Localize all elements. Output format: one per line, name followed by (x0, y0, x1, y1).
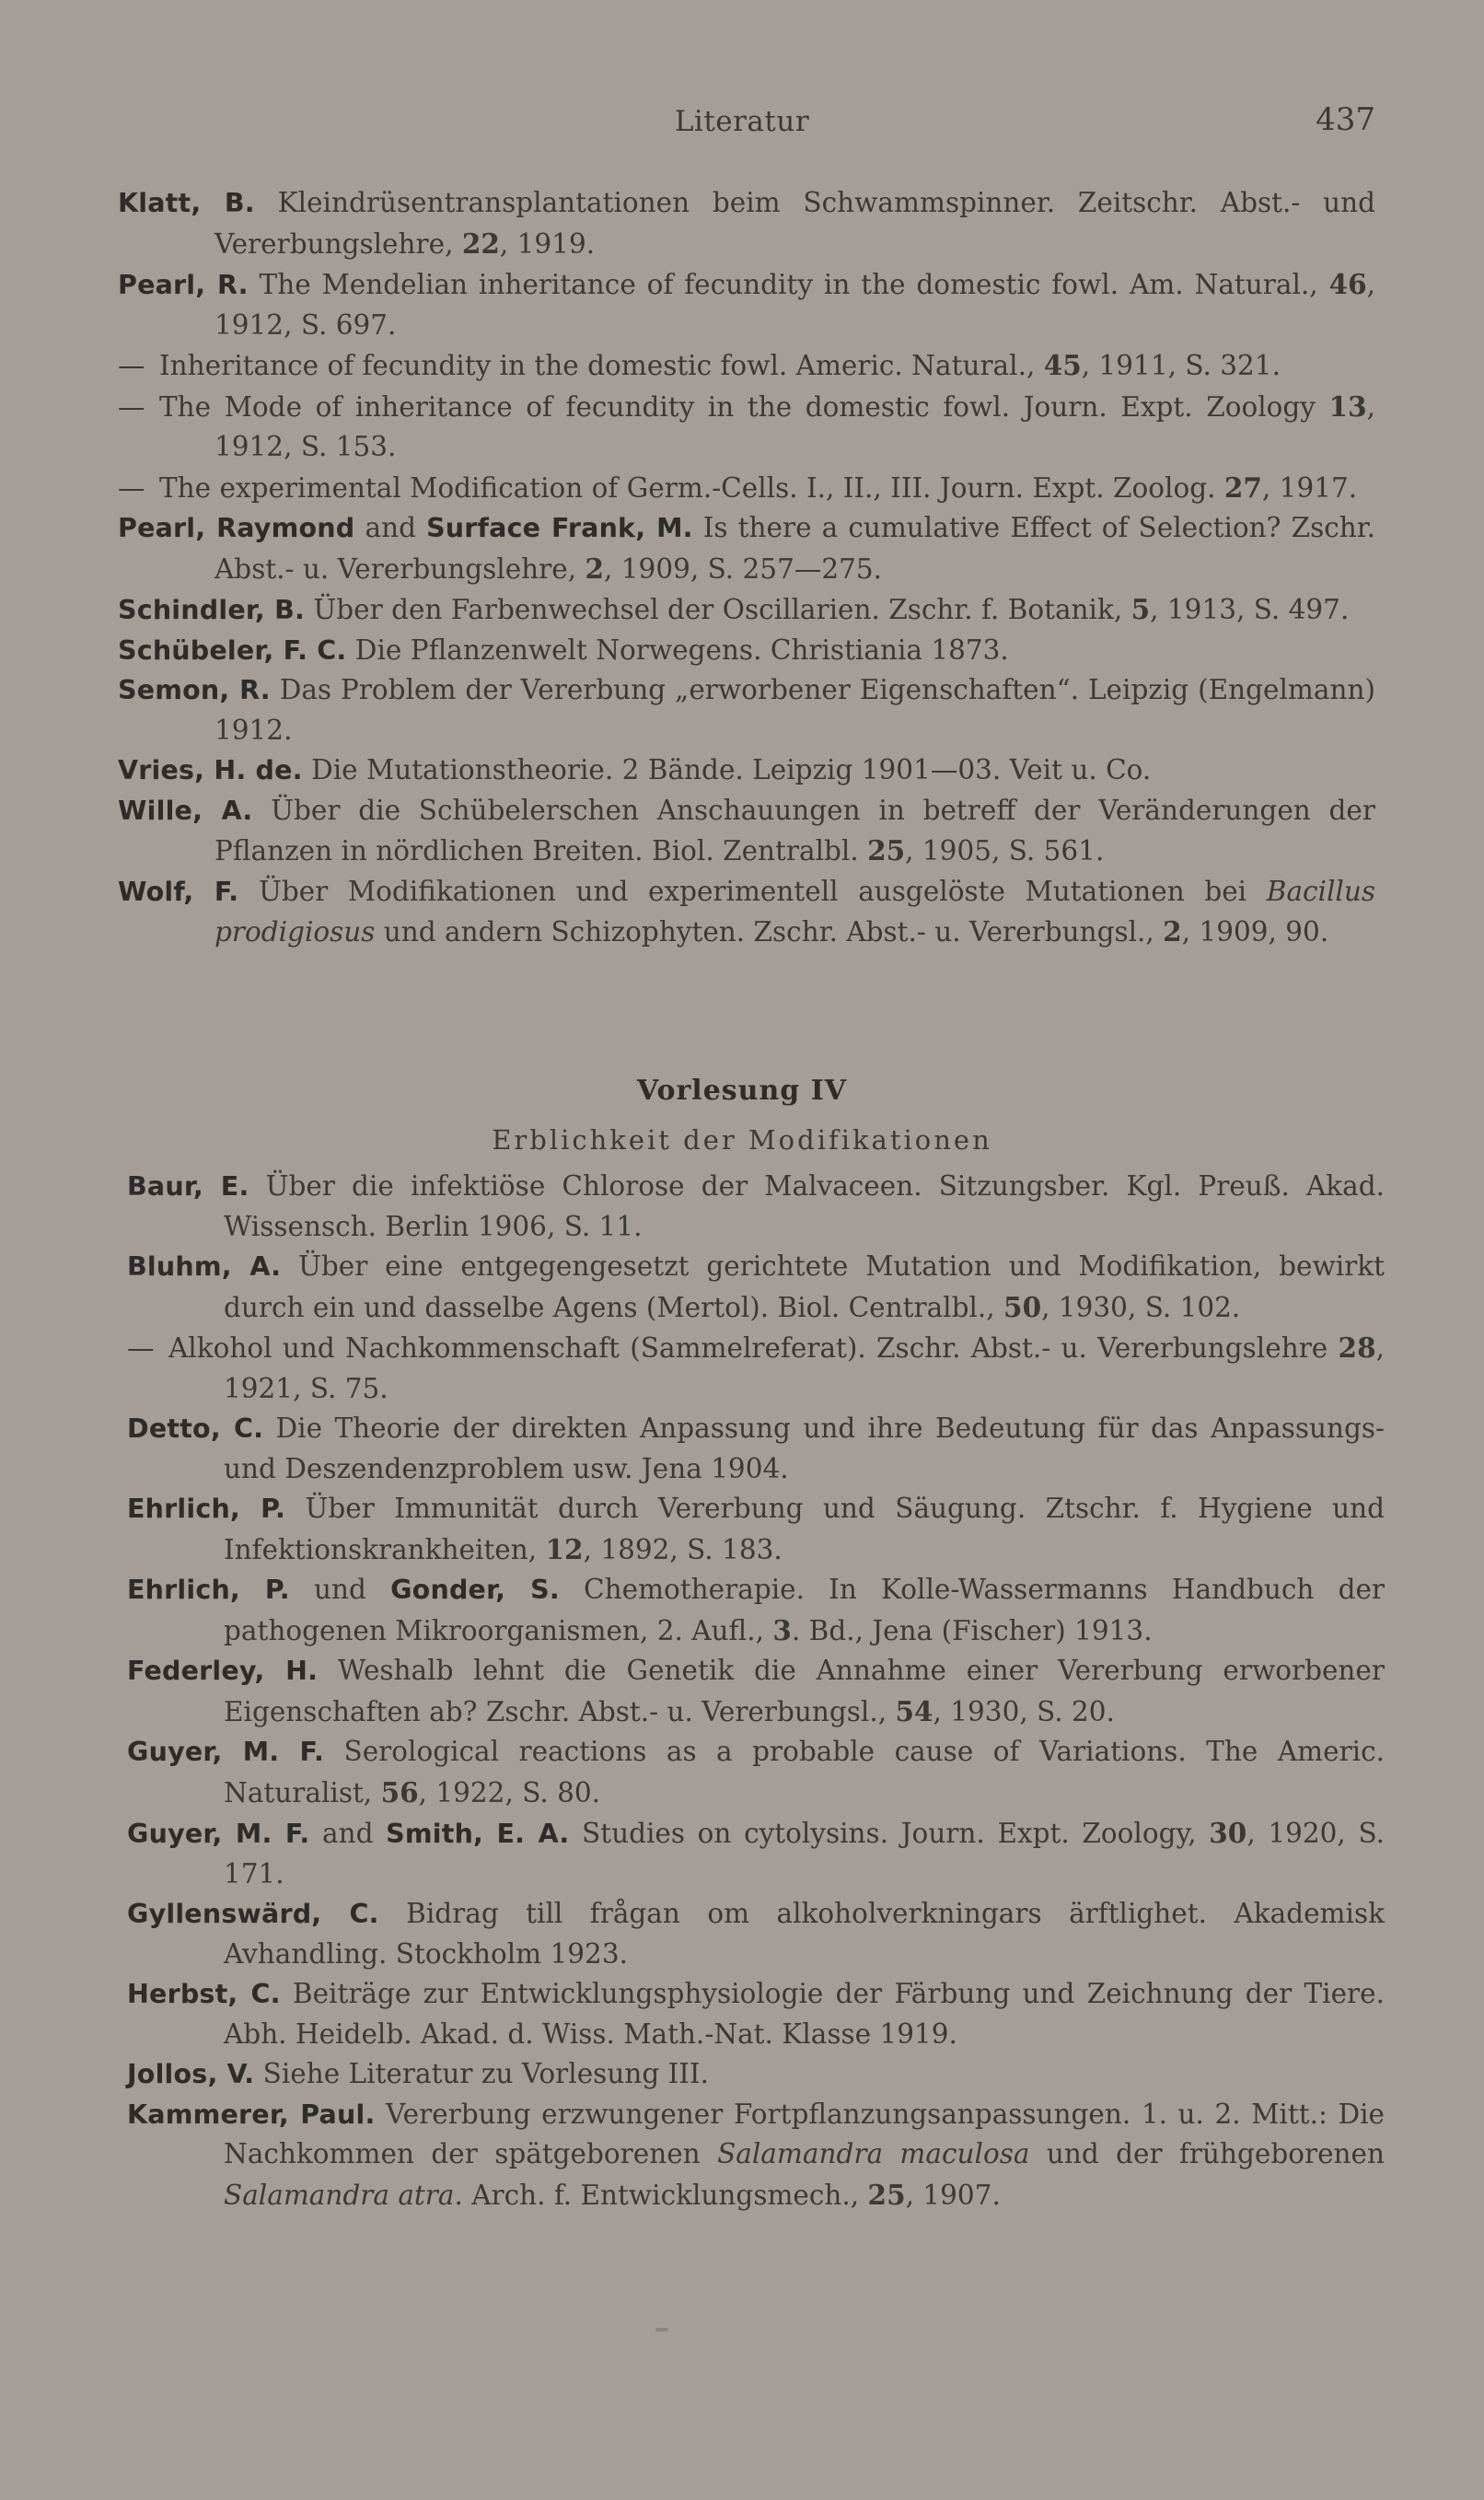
reference-text: Die Pflanzenwelt Norwegens. Christiania 1873. (346, 634, 1009, 666)
volume-number: 2 (585, 552, 605, 585)
reference-text: , 1912, S. 697. (214, 269, 1376, 341)
reference-text: The experimental Modification of Germ.-Cells. I., II., III. Journ. Expt. Zoolog. (159, 471, 1224, 504)
author-name: Pearl, Raymond (118, 513, 355, 543)
reference-entry (127, 1974, 1385, 2054)
reference-text: Kleindrüsentransplantationen beim Schwammspinner. Zeitschr. Abst.- und Vererbungslehre, (214, 187, 1375, 260)
volume-number: 25 (867, 834, 906, 866)
reference-text: Über die infektiöse Chlorose der Malvaceen. Sitzungsber. Kgl. Preuß. Akad. Wissensch. Berlin 1906, S. 11. (224, 1170, 1385, 1242)
volume-number: 30 (1209, 1817, 1247, 1849)
reference-text: Siehe Literatur zu Vorlesung III. (254, 2058, 709, 2089)
reference-text: , 1920, S. 171. (224, 1818, 1385, 1890)
reference-entry (118, 387, 1375, 468)
reference-entry (118, 264, 1375, 345)
species-name: Salamandra maculosa (717, 2138, 1030, 2169)
reference-entry (127, 1489, 1385, 1570)
author-name: Pearl, R. (118, 270, 249, 300)
author-name: Jollos, V. (127, 2059, 255, 2089)
author-name: Gonder, S. (390, 1575, 560, 1605)
reference-text: Inheritance of fecundity in the domestic fowl. Americ. Natural., (159, 350, 1044, 381)
reference-text: Bidrag till frågan om alkoholverkningars ärftlighet. Akademisk Avhandling. Stockholm 1923. (224, 1898, 1385, 1970)
volume-number: 13 (1328, 390, 1367, 423)
author-name: Semon, R. (118, 675, 271, 705)
reference-entry (127, 1813, 1385, 1894)
section-subtitle: Erblichkeit der Modifikationen (492, 1124, 992, 1156)
reference-text: , 1919. (499, 227, 596, 260)
reference-text: , 1913, S. 497. (1150, 594, 1350, 625)
volume-number: 54 (895, 1694, 933, 1727)
author-name: Gyllenswärd, C. (127, 1899, 379, 1929)
reference-text: The Mendelian inheritance of fecundity in the domestic fowl. Am. Natural., (248, 269, 1329, 300)
author-name: Detto, C. (127, 1413, 264, 1444)
reference-text: Die Mutationstheorie. 2 Bände. Leipzig 1901—03. Veit u. Co. (302, 754, 1152, 785)
reference-text: and (354, 512, 427, 543)
reference-text: , 1892, S. 183. (583, 1533, 783, 1565)
reference-text: Über die Schübelerschen Anschauungen in betreff der Veränderungen der Pflanzen in nördlichen Breiten. Biol. Zentralbl. (214, 794, 1375, 866)
author-name: Wille, A. (118, 795, 253, 826)
author-name: Bluhm, A. (127, 1251, 282, 1282)
ditto-dash: — (127, 1332, 155, 1364)
reference-entry (127, 1247, 1385, 1328)
author-name: Kammerer, Paul. (127, 2099, 376, 2130)
page-number: 437 (1316, 101, 1375, 138)
reference-entry (127, 1570, 1385, 1651)
reference-entry (118, 508, 1375, 589)
volume-number: 3 (772, 1613, 792, 1646)
reference-entry (127, 2095, 1385, 2216)
running-header: Literatur (674, 105, 810, 138)
author-name: Vries, H. de. (118, 755, 303, 785)
reference-entry (118, 872, 1375, 953)
author-name: Guyer, M. F. (127, 1737, 325, 1767)
reference-text: , 1912, S. 153. (214, 390, 1375, 462)
reference-text: , 1911, S. 321. (1081, 350, 1281, 381)
species-name: Salamandra atra (224, 2179, 455, 2211)
reference-text: , 1905, S. 561. (905, 835, 1105, 866)
author-name: Smith, E. A. (386, 1819, 570, 1849)
volume-number: 28 (1338, 1331, 1376, 1364)
reference-text: und (289, 1574, 391, 1605)
reference-text: , 1921, S. 75. (224, 1332, 1385, 1404)
volume-number: 46 (1328, 268, 1367, 300)
ditto-dash: — (118, 390, 145, 423)
reference-text: Vererbung erzwungener Fortpflanzungsanpassungen. 1. u. 2. Mitt.: Die Nachkommen der spätgeborenen (224, 2098, 1385, 2169)
volume-number: 25 (867, 2178, 906, 2211)
reference-text: , 1917. (1261, 471, 1358, 504)
ditto-dash: — (118, 350, 145, 381)
author-name: Ehrlich, P. (127, 1494, 286, 1524)
reference-entry (127, 1732, 1385, 1813)
reference-entry (118, 589, 1375, 631)
reference-text: and (309, 1818, 387, 1849)
reference-text: Beiträge zur Entwicklungsphysiologie der Färbung und Zeichnung der Tiere. Abh. Heidelb. Akad. d. Wiss. Math.-Nat. Klasse 1919. (224, 1978, 1385, 2050)
reference-list-bottom (127, 1167, 1385, 2215)
reference-entry (127, 2054, 1385, 2095)
author-name: Surface Frank, M. (426, 513, 693, 543)
author-name: Schübeler, F. C. (118, 634, 347, 666)
reference-text: Das Problem der Vererbung „erworbener Eigenschaften“. Leipzig (Engelmann) 1912. (214, 674, 1375, 746)
reference-text: und der frühgeborenen (1029, 2138, 1385, 2169)
reference-text: Weshalb lehnt die Genetik die Annahme einer Vererbung erworbener Eigenschaften ab? Zschr. Abst.- u. Vererbungsl., (224, 1655, 1385, 1727)
reference-text: Über Modifikationen und experimentell ausgelöste Mutationen bei (238, 875, 1267, 907)
ditto-dash: — (118, 471, 145, 504)
author-name: Baur, E. (127, 1171, 249, 1202)
reference-entry (127, 1328, 1385, 1409)
reference-text: Chemotherapie. In Kolle-Wassermanns Handbuch der pathogenen Mikroorganismen, 2. Aufl., (224, 1574, 1385, 1646)
reference-text: , 1909, 90. (1181, 916, 1329, 948)
reference-text: , 1930, S. 20. (933, 1695, 1115, 1727)
reference-text: Über Immunität durch Vererbung und Säugung. Ztschr. f. Hygiene und Infektionskrankheiten, (224, 1493, 1385, 1565)
volume-number: 45 (1043, 349, 1082, 381)
reference-text: , 1909, S. 257—275. (604, 552, 883, 585)
reference-entry (118, 670, 1375, 750)
reference-text: und andern Schizophyten. Zschr. Abst.- u. Vererbungsl., (375, 916, 1164, 948)
section-title: Vorlesung IV (636, 1075, 848, 1107)
reference-text: Serological reactions as a probable cause of Variations. The Americ. Naturalist, (224, 1736, 1385, 1808)
reference-text: , 1930, S. 102. (1041, 1291, 1241, 1323)
author-name: Schindler, B. (118, 595, 306, 625)
volume-number: 27 (1223, 471, 1262, 504)
reference-entry (127, 1167, 1385, 1247)
reference-text: Is there a cumulative Effect of Selection? Zschr. Abst.- u. Vererbungslehre, (214, 512, 1375, 585)
author-name: Herbst, C. (127, 1979, 281, 2009)
species-name: Bacillus prodigiosus (214, 875, 1375, 948)
reference-text: , 1922, S. 80. (418, 1776, 601, 1808)
volume-number: 22 (461, 227, 500, 260)
reference-text: Über eine entgegengesetzt gerichtete Mutation und Modifikation, bewirkt durch ein und dasselbe Agens (Mertol). Biol. Centralbl., (224, 1250, 1385, 1323)
reference-text: . Bd., Jena (Fischer) 1913. (791, 1614, 1153, 1646)
reference-text: , 1907. (905, 2179, 1001, 2211)
reference-entry (127, 1409, 1385, 1489)
reference-text: The Mode of inheritance of fecundity in the domestic fowl. Journ. Expt. Zoology (159, 390, 1329, 423)
author-name: Klatt, B. (118, 188, 255, 218)
reference-entry (118, 468, 1375, 509)
page-speck (655, 2328, 668, 2331)
reference-text: Alkohol und Nachkommenschaft (Sammelreferat). Zschr. Abst.- u. Vererbungslehre (168, 1332, 1339, 1364)
reference-entry (118, 183, 1375, 264)
volume-number: 2 (1163, 915, 1182, 948)
reference-entry (118, 345, 1375, 387)
reference-entry (127, 1894, 1385, 1974)
author-name: Wolf, F. (118, 876, 239, 907)
volume-number: 50 (1003, 1290, 1042, 1323)
author-name: Guyer, M. F. (127, 1819, 310, 1849)
reference-list-top (118, 183, 1375, 953)
reference-text: Studies on cytolysins. Journ. Expt. Zoology, (569, 1818, 1210, 1849)
volume-number: 12 (545, 1532, 584, 1565)
author-name: Federley, H. (127, 1656, 319, 1686)
reference-text: Über den Farbenwechsel der Oscillarien. Zschr. f. Botanik, (305, 594, 1131, 625)
reference-entry (118, 631, 1375, 671)
volume-number: 5 (1130, 593, 1151, 625)
reference-text: Die Theorie der direkten Anpassung und ihre Bedeutung für das Anpassungs- und Deszendenzproblem usw. Jena 1904. (224, 1413, 1385, 1484)
volume-number: 56 (380, 1775, 419, 1808)
reference-entry (127, 1651, 1385, 1732)
reference-entry (118, 791, 1375, 872)
reference-text: . Arch. f. Entwicklungsmech., (454, 2179, 868, 2211)
author-name: Ehrlich, P. (127, 1575, 290, 1605)
reference-entry (118, 750, 1375, 791)
